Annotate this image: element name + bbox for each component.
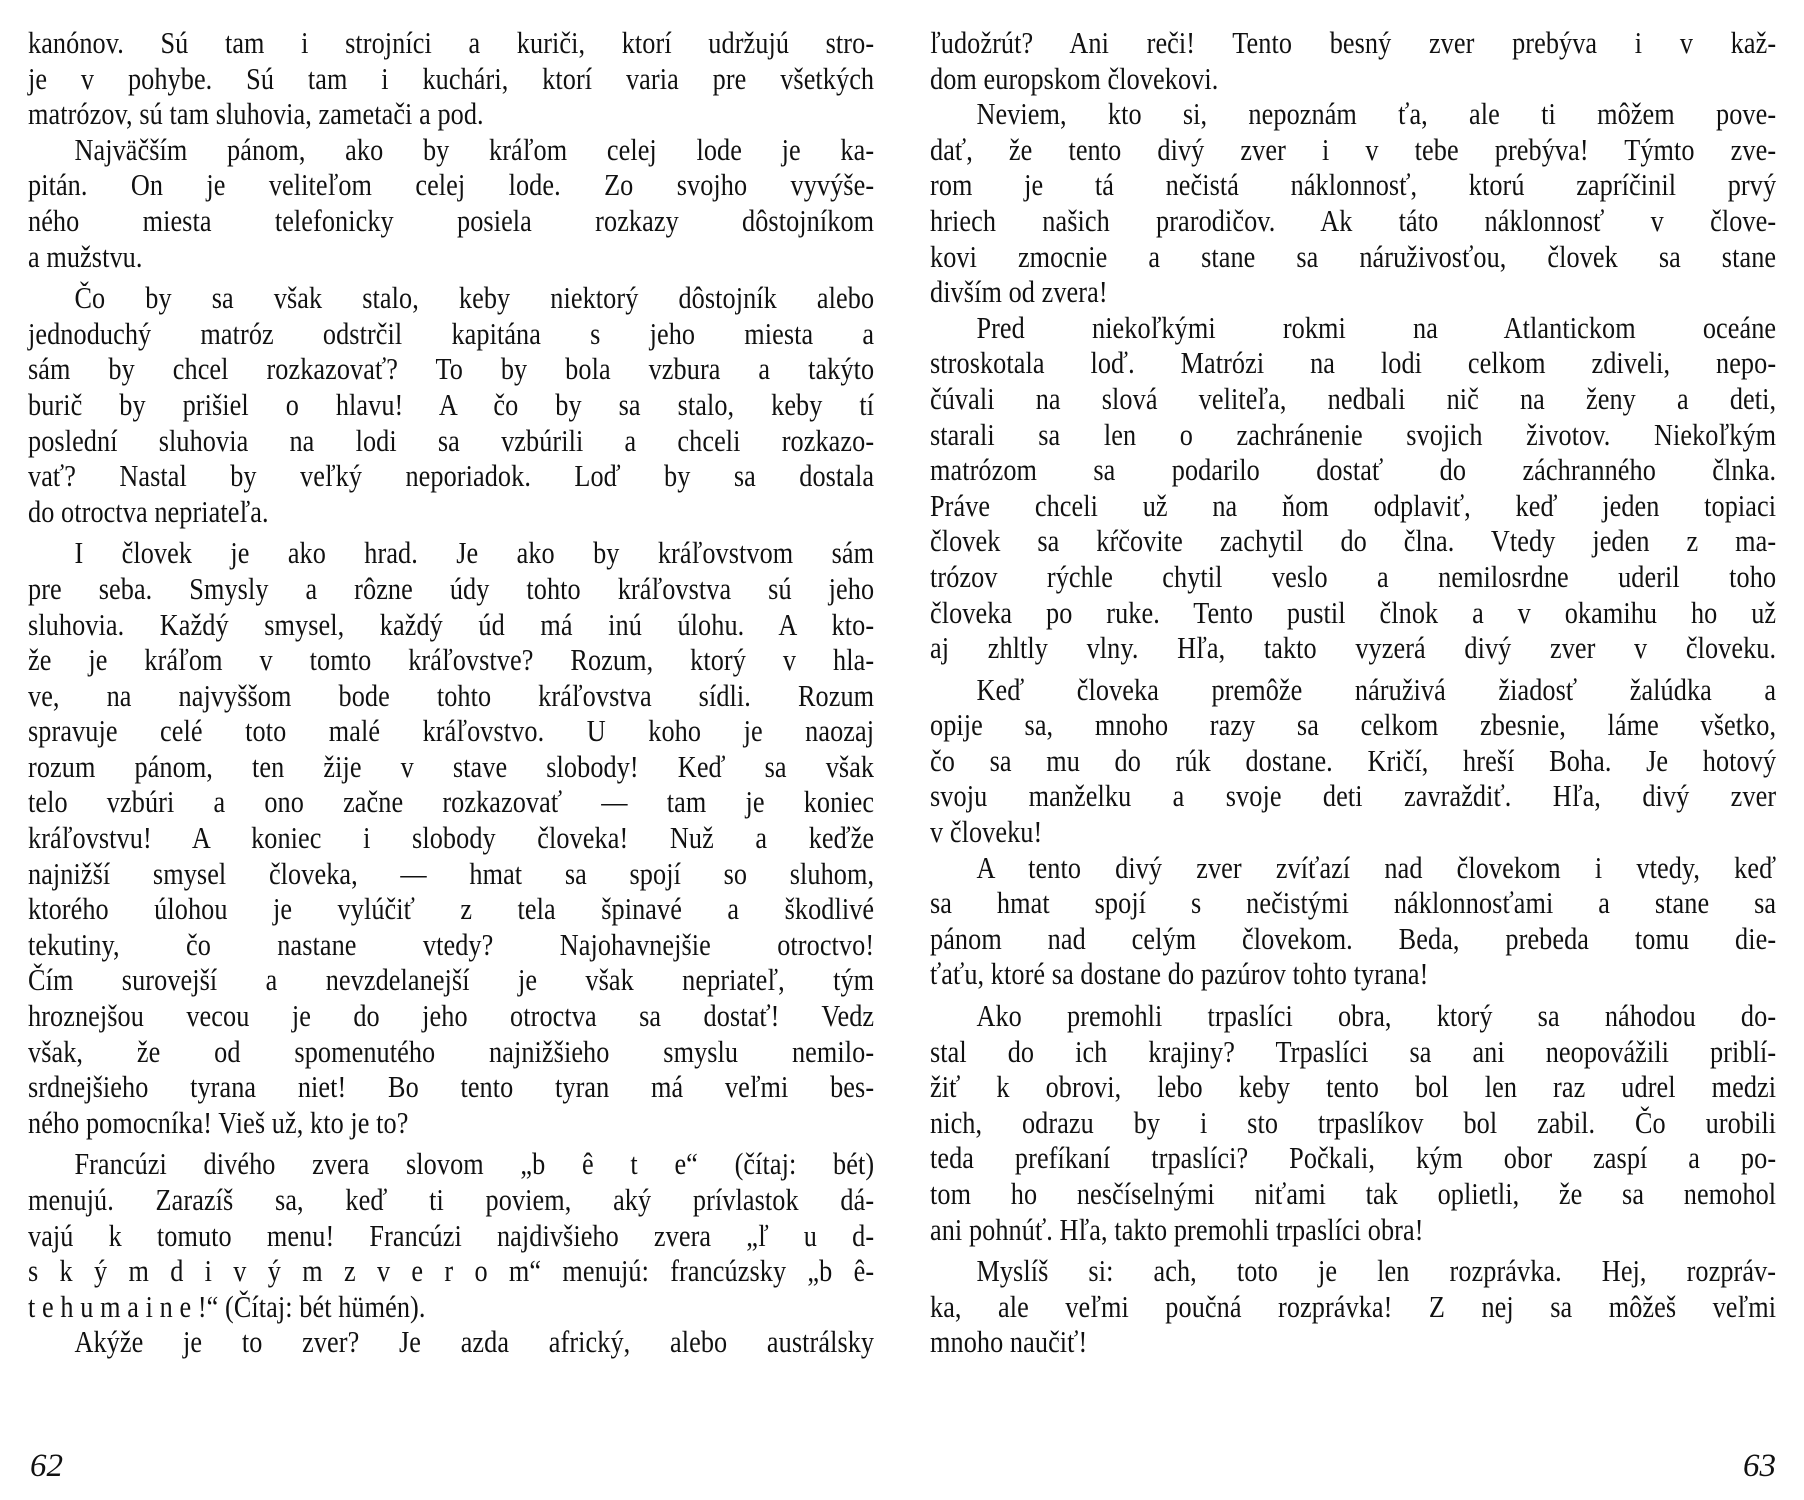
text-line: žiť k obrovi, lebo keby tento bol len raz udrel medzi [930, 1070, 1777, 1105]
text-line: nich, odrazu by i sto trpaslíkov bol zabil. Čo urobili [930, 1105, 1777, 1140]
text-line: divším od zvera! [930, 275, 1108, 310]
text-line: vať? Nastal by veľký neporiadok. Loď by sa dostala [28, 459, 875, 494]
text-line: Čím surovejší a nevzdelanejší je však nepriateľ, tým [28, 963, 875, 998]
right-page [930, 0, 1776, 1500]
text-line: ani pohnúť. Hľa, takto premohli trpaslíci obra! [930, 1212, 1424, 1247]
text-line: sám by chcel rozkazovať? To by bola vzbura a takýto [28, 352, 875, 387]
text-line: tom ho nesčíselnými niťami tak oplietli, že sa nemohol [930, 1177, 1777, 1211]
text-line: čo sa mu do rúk dostane. Kričí, hreší Boha. Je hotový [930, 743, 1777, 778]
text-line: hriech našich prarodičov. Ak táto náklonnosť v člove- [930, 203, 1777, 238]
text-line: do otroctva nepriateľa. [28, 494, 269, 529]
text-line: Akýže je to zver? Je azda africký, alebo austrálsky [74, 1325, 875, 1360]
text-line: svoju manželku a svoje deti zavraždiť. Hľa, divý zver [930, 779, 1777, 814]
text-line: matrózov, sú tam sluhovia, zametači a pod. [28, 97, 484, 132]
text-line: matrózom sa podarilo dostať do záchranného člnka. [930, 453, 1777, 488]
text-line: človek sa kŕčovite zachytil do člna. Vtedy jeden z ma- [930, 524, 1777, 559]
text-line: pitán. On je veliteľom celej lode. Zo svojho vyvýše- [28, 168, 875, 203]
text-line: s k ý m d i v ý m z v e r o m“ menujú: francúzsky „b ê- [28, 1254, 875, 1289]
text-line: Keď človeka premôže náruživá žiadosť žalúdka a [976, 672, 1777, 707]
text-line: Neviem, kto si, nepoznám ťa, ale ti môžem pove- [976, 97, 1777, 132]
text-line: mnoho naučiť! [930, 1325, 1088, 1360]
text-line: Myslíš si: ach, toto je len rozprávka. Hej, rozpráv- [976, 1254, 1777, 1289]
page-number-left: 62 [30, 1448, 63, 1484]
text-line: ka, ale veľmi poučná rozprávka! Z nej sa môžeš veľmi [930, 1289, 1777, 1324]
text-line: poslední sluhovia na lodi sa vzbúrili a chceli rozkazo- [28, 423, 875, 458]
text-line: t e h u m a i n e !“ (Čítaj: bét hümén). [28, 1289, 426, 1324]
text-line: trózov rýchle chytil veslo a nemilosrdne uderil toho [930, 559, 1777, 594]
text-line: I človek je ako hrad. Je ako by kráľovstvom sám [74, 536, 875, 571]
text-line: Najväčším pánom, ako by kráľom celej lode je ka- [74, 132, 875, 167]
text-line: pánom nad celým človekom. Beda, prebeda tomu die- [930, 921, 1777, 956]
text-line: kovi zmocnie a stane sa náruživosťou, človek sa stane [930, 239, 1777, 274]
text-line: stroskotala loď. Matrózi na lodi celkom zdiveli, nepo- [930, 346, 1777, 381]
text-line: sa hmat spojí s nečistými náklonnosťami a stane sa [930, 886, 1777, 921]
text-line: že je kráľom v tomto kráľovstve? Rozum, ktorý v hla- [28, 643, 875, 678]
text-line: dom europskom človekovi. [930, 61, 1219, 96]
text-line: najnižší smysel človeka, — hmat sa spojí so sluhom, [28, 856, 875, 891]
text-line: stal do ich krajiny? Trpaslíci sa ani neopovážili priblí- [930, 1034, 1777, 1069]
text-line: vajú k tomuto menu! Francúzi najdivšieho zvera „ľ u d- [28, 1218, 875, 1253]
text-line: jednoduchý matróz odstrčil kapitána s jeho miesta a [28, 316, 875, 351]
text-line: Čo by sa však stalo, keby niektorý dôstojník alebo [74, 281, 875, 316]
text-line: ného miesta telefonicky posiela rozkazy dôstojníkom [28, 203, 875, 238]
text-line: Francúzi divého zvera slovom „b ê t e“ (čítaj: bét) [74, 1147, 875, 1182]
text-line: aj zhltly vlny. Hľa, takto vyzerá divý zver v človeku. [930, 631, 1777, 666]
text-line: ťaťu, ktoré sa dostane do pazúrov tohto tyrana! [930, 957, 1429, 992]
text-line: pre seba. Smysly a rôzne údy tohto kráľovstva sú jeho [28, 571, 875, 606]
text-line: ktorého úlohou je vylúčiť z tela špinavé a škodlivé [28, 892, 875, 927]
text-line: a mužstvu. [28, 239, 143, 274]
text-line: hroznejšou vecou je do jeho otroctva sa dostať! Vedz [28, 999, 875, 1034]
text-line: Ako premohli trpaslíci obra, ktorý sa náhodou do- [976, 999, 1777, 1034]
text-line: Práve chceli už na ňom odplaviť, keď jeden topiaci [930, 488, 1777, 523]
text-line: človeka po ruke. Tento pustil člnok a v okamihu ho už [930, 595, 1777, 630]
text-line: teda prefíkaní trpaslíci? Počkali, kým obor zaspí a po- [930, 1141, 1777, 1176]
text-line: srdnejšieho tyrana niet! Bo tento tyran má veľmi bes- [28, 1070, 875, 1105]
left-page-text [28, 26, 874, 1361]
text-line: burič by prišiel o hlavu! A čo by sa stalo, keby tí [28, 387, 875, 422]
text-line: tekutiny, čo nastane vtedy? Najohavnejšie otroctvo! [28, 927, 875, 962]
left-page [28, 0, 874, 1500]
text-line: telo vzbúri a ono začne rozkazovať — tam je koniec [28, 785, 875, 820]
text-line: kráľovstvu! A koniec i slobody človeka! Nuž a keďže [28, 821, 875, 856]
text-line: menujú. Zarazíš sa, keď ti poviem, aký prívlastok dá- [28, 1183, 875, 1217]
page-number-right: 63 [1743, 1448, 1776, 1484]
text-line: čúvali na slová veliteľa, nedbali nič na ženy a deti, [930, 381, 1777, 416]
text-line: rozum pánom, ten žije v stave slobody! Keď sa však [28, 749, 875, 784]
text-line: dať, že tento divý zver i v tebe prebýva! Týmto zve- [930, 132, 1777, 167]
text-line: je v pohybe. Sú tam i kuchári, ktorí varia pre všetkých [28, 61, 875, 96]
text-line: kanónov. Sú tam i strojníci a kuriči, ktorí udržujú stro- [28, 26, 875, 60]
text-line: ného pomocníka! Vieš už, kto je to? [28, 1105, 409, 1140]
text-line: ľudožrút? Ani reči! Tento besný zver prebýva i v kaž- [930, 26, 1777, 60]
text-line: v človeku! [930, 815, 1043, 850]
text-line: rom je tá nečistá náklonnosť, ktorú zapríčinil prvý [930, 168, 1777, 203]
text-line: opije sa, mnoho razy sa celkom zbesnie, láme všetko, [930, 708, 1777, 743]
text-line: spravuje celé toto malé kráľovstvo. U koho je naozaj [28, 714, 875, 749]
text-line: ve, na najvyššom bode tohto kráľovstva sídli. Rozum [28, 678, 875, 713]
text-line: Pred niekoľkými rokmi na Atlantickom oceáne [976, 310, 1777, 345]
text-line: starali sa len o zachránenie svojich životov. Niekoľkým [930, 417, 1777, 452]
right-page-text [930, 26, 1776, 1361]
text-line: však, že od spomenutého najnižšieho smyslu nemilo- [28, 1034, 875, 1069]
text-line: sluhovia. Každý smysel, každý úd má inú úlohu. A kto- [28, 607, 875, 642]
text-line: A tento divý zver zvíťazí nad človekom i vtedy, keď [976, 850, 1777, 885]
